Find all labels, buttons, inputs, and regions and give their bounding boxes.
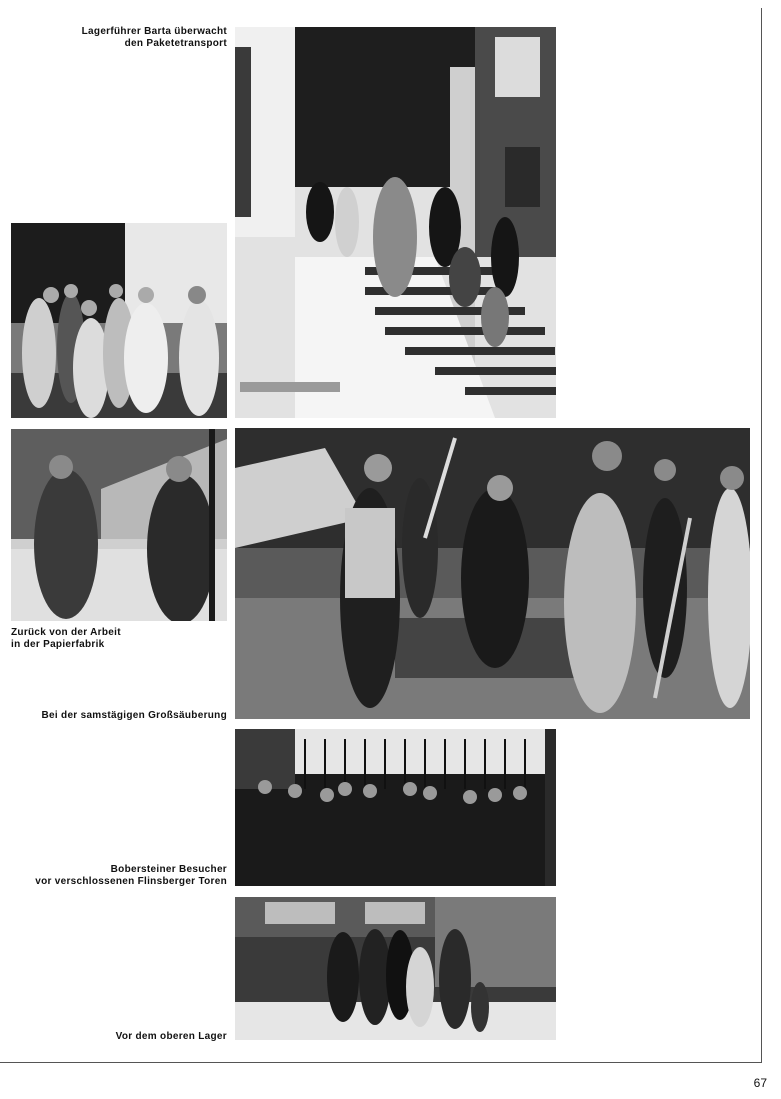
caption-line: Vor dem oberen Lager bbox=[115, 1031, 227, 1042]
photo-kitchen-staff bbox=[11, 223, 227, 418]
caption-upper-camp bbox=[11, 1031, 227, 1043]
caption-line: in der Papierfabrik bbox=[11, 639, 105, 650]
caption-visitors bbox=[11, 864, 227, 888]
photo-paper-mill-workers bbox=[11, 429, 227, 621]
photo-saturday-cleaning bbox=[235, 428, 750, 719]
caption-saturday-cleaning bbox=[11, 710, 227, 722]
photo-building-entrance bbox=[235, 27, 556, 418]
caption-line: Zurück von der Arbeit bbox=[11, 627, 121, 638]
caption-parcel-transport bbox=[20, 26, 227, 50]
caption-line: Lagerführer Barta überwacht bbox=[81, 26, 227, 37]
caption-paper-mill bbox=[11, 627, 227, 651]
photo-visitors-gate bbox=[235, 729, 556, 886]
caption-line: vor verschlossenen Flinsberger Toren bbox=[35, 876, 227, 887]
page-number: 67 bbox=[753, 1076, 767, 1090]
photo-upper-camp bbox=[235, 897, 556, 1040]
caption-line: den Paketetransport bbox=[124, 38, 227, 49]
caption-line: Bei der samstägigen Großsäuberung bbox=[41, 710, 227, 721]
caption-line: Bobersteiner Besucher bbox=[110, 864, 227, 875]
